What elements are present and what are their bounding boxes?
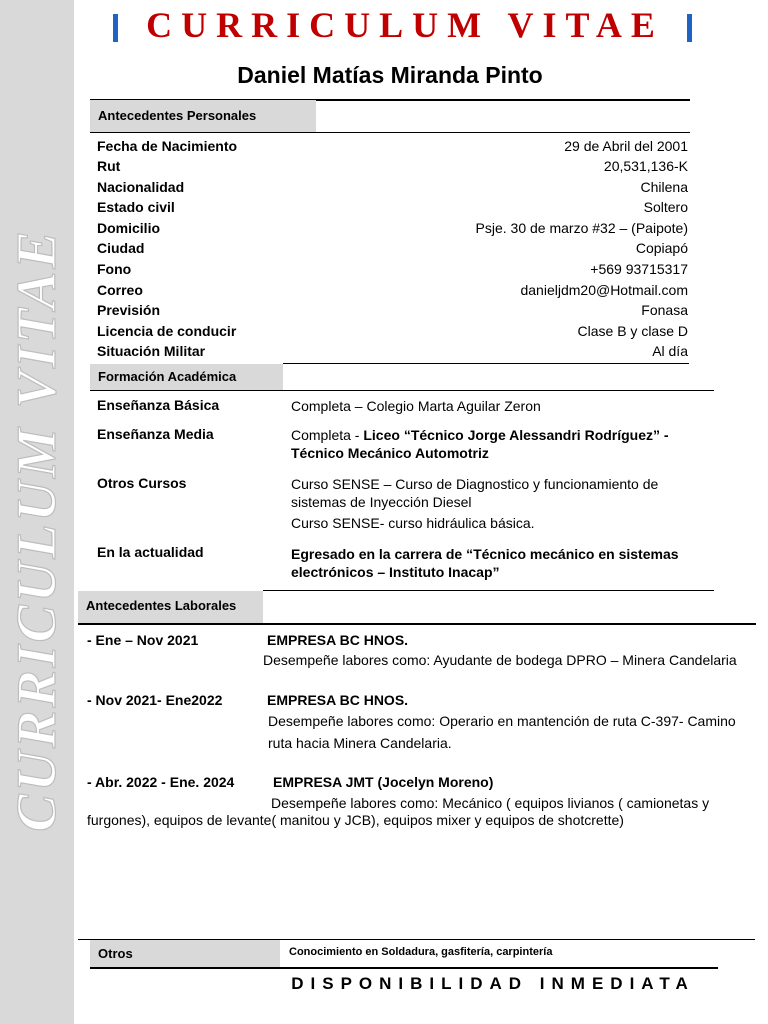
label-basic-education: Enseñanza Básica: [97, 397, 220, 413]
course-1-line-2: sistemas de Inyección Diesel: [291, 494, 472, 510]
section-personal-rule: [90, 132, 690, 133]
label-email: Correo: [97, 282, 143, 298]
secondary-education-degree: Técnico Mecánico Automotriz: [291, 445, 489, 461]
section-personal-heading: Antecedentes Personales: [90, 100, 316, 132]
section-education-rule: [90, 390, 714, 391]
section-other-heading: Otros: [90, 940, 280, 967]
label-address: Domicilio: [97, 220, 161, 236]
label-phone: Fono: [97, 261, 132, 277]
title-right-bar: [687, 14, 692, 42]
job-1-description: Desempeñe labores como: Ayudante de bodega DPRO – Minera Candelaria: [263, 652, 737, 668]
value-other-courses: [291, 475, 658, 532]
value-rut: 20,531,136-K: [603, 158, 688, 174]
label-health-insurance: Previsión: [97, 302, 161, 318]
job-3-description-line-2: furgones), equipos de levante( manitou y JCB), equipos mixer y equipos de shotcrette): [87, 812, 624, 828]
label-birthdate: Fecha de Nacimiento: [97, 138, 238, 154]
title-left-bar: [113, 14, 118, 42]
secondary-education-status: Completa -: [291, 427, 364, 443]
label-city: Ciudad: [97, 240, 145, 256]
current-status-line-1: Egresado en la carrera de “Técnico mecánico en sistemas: [291, 546, 679, 562]
job-2-description-line-2: ruta hacia Minera Candelaria.: [268, 735, 452, 751]
section-education-heading: Formación Académica: [90, 364, 283, 390]
value-birthdate: 29 de Abril del 2001: [564, 138, 688, 154]
job-3-period: - Abr. 2022 - Ene. 2024: [87, 774, 235, 790]
value-health-insurance: Fonasa: [641, 302, 688, 318]
course-1-line-1: Curso SENSE – Curso de Diagnostico y funcionamiento de: [291, 476, 659, 492]
value-address: Psje. 30 de marzo #32 – (Paipote): [475, 220, 688, 236]
other-skills: Conocimiento en Soldadura, gasfitería, carpintería: [289, 946, 553, 958]
label-rut: Rut: [97, 158, 121, 174]
sidebar-vertical-title: CURRICULUM VITAE: [6, 228, 68, 832]
value-nationality: Chilena: [640, 179, 688, 195]
label-current-status: En la actualidad: [97, 544, 204, 560]
value-civil-status: Soltero: [643, 199, 688, 215]
job-3-company: EMPRESA JMT (Jocelyn Moreno): [273, 774, 494, 790]
label-driver-license: Licencia de conducir: [97, 323, 237, 339]
label-secondary-education-text: Enseñanza Media: [97, 426, 214, 442]
value-military-status: Al día: [652, 343, 688, 359]
value-email: danieljdm20@Hotmail.com: [520, 282, 688, 298]
section-other-rule: [90, 967, 718, 969]
section-work-rule: [78, 623, 756, 625]
value-phone: +569 93715317: [590, 261, 688, 277]
job-3-description-line-1: Desempeñe labores como: Mecánico ( equipos livianos ( camionetas y: [271, 795, 710, 811]
person-name: Daniel Matías Miranda Pinto: [237, 62, 543, 88]
section-work-heading: Antecedentes Laborales: [78, 591, 263, 623]
label-civil-status: Estado civil: [97, 199, 175, 215]
value-driver-license: Clase B y clase D: [577, 323, 688, 339]
left-sidebar: [0, 0, 74, 1024]
job-2-period: - Nov 2021- Ene2022: [87, 692, 223, 708]
value-current-status: [291, 545, 679, 581]
page-title: CURRICULUM VITAE: [146, 5, 664, 45]
label-military-status: Situación Militar: [97, 343, 206, 359]
job-1-company: EMPRESA BC HNOS.: [267, 632, 409, 648]
availability-banner: DISPONIBILIDAD INMEDIATA: [291, 974, 695, 993]
value-basic-education: Completa – Colegio Marta Aguilar Zeron: [291, 398, 541, 414]
section-education-top-rule: [283, 363, 689, 364]
value-city: Copiapó: [635, 240, 688, 256]
course-2: Curso SENSE- curso hidráulica básica.: [291, 515, 535, 531]
label-nationality: Nacionalidad: [97, 179, 185, 195]
label-other-courses: Otros Cursos: [97, 475, 187, 491]
label-secondary-education: [97, 426, 214, 442]
job-1-period: - Ene – Nov 2021: [87, 632, 199, 648]
current-status-line-2: electrónicos – Instituto Inacap”: [291, 564, 500, 580]
job-2-company: EMPRESA BC HNOS.: [267, 692, 409, 708]
job-2-description-line-1: Desempeñe labores como: Operario en mantención de ruta C-397- Camino: [268, 713, 736, 729]
value-secondary-education: [291, 426, 669, 462]
section-work-top-rule: [263, 590, 714, 591]
secondary-education-school: Liceo “Técnico Jorge Alessandri Rodríguez” -: [363, 427, 669, 443]
